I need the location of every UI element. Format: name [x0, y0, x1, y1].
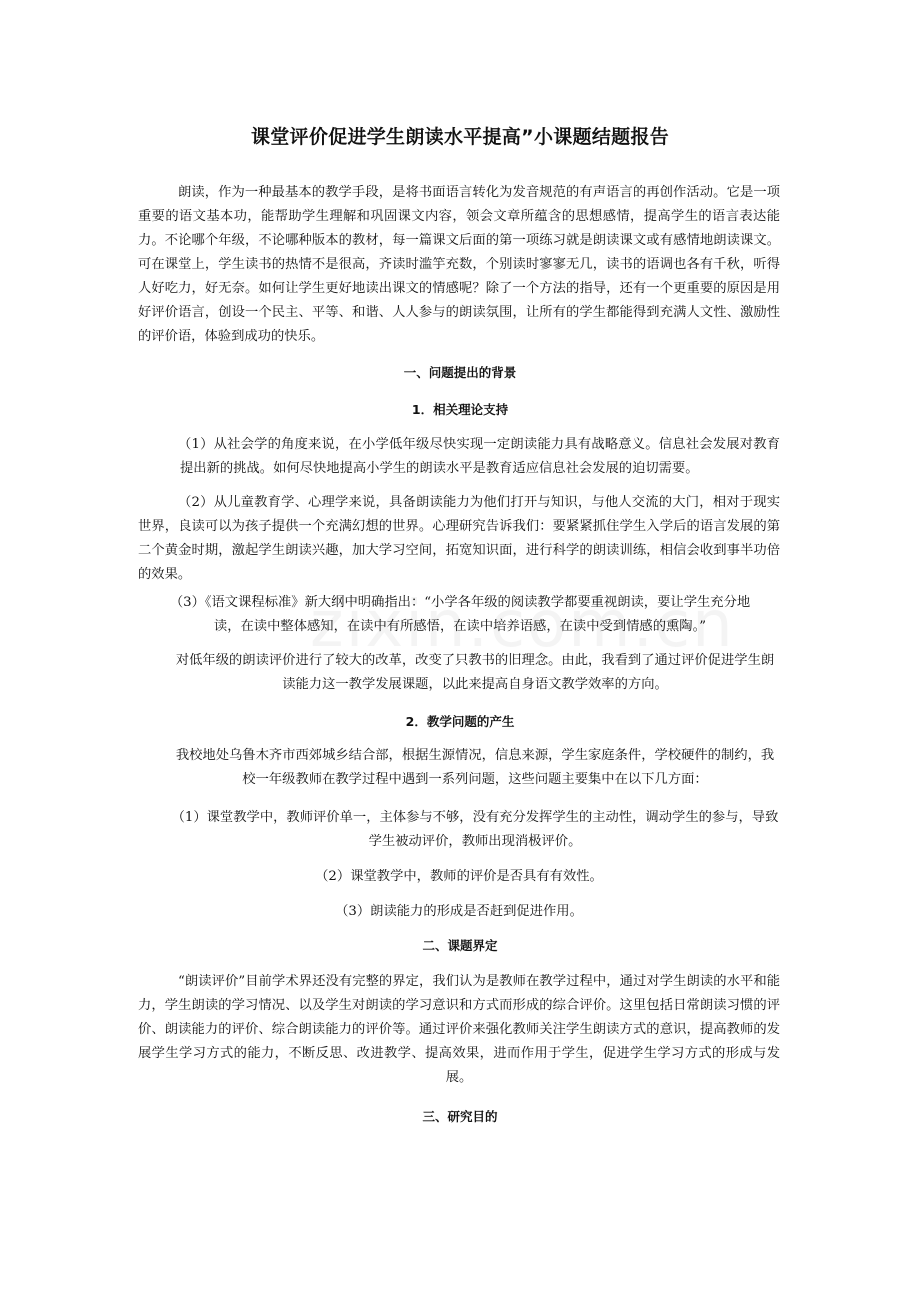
sub2-paragraph-4: （3）朗读能力的形成是否赶到促进作用。 — [335, 904, 583, 919]
sub2-paragraph-3: （2）课堂教学中，教师的评价是否具有有效性。 — [315, 869, 603, 884]
section2-paragraph: “朗读评价”目前学术界还没有完整的界定，我们认为是教师在教学过程中，通过对学生朗读的水平和能力，学生朗读的学习情况、以及学生对朗读的学习意识和方式而形成的综合评价。这里包括日常朗读习惯的评价、朗读能力的评价、综合朗读能力的评价等。通过评价来强化教师关注学生朗读方式的意识，提高教师的发展学生学习方式的能力，不断反思、改进教学、提高效果，进而作用于学生，促进学生学习方式的形成与发展。 — [138, 974, 780, 1085]
section1-sub1-heading: 1．相关理论支持 — [411, 402, 509, 417]
section3-heading: 三、研究目的 — [422, 1109, 498, 1124]
sub1-paragraph-3: （3）《语文课程标准》新大纲中明确指出：“小学各年级的阅读教学都要重视朗读，要让学生充分地读，在读中整体感知，在读中有所感悟，在读中培养语感，在读中受到情感的熏陶。” — [169, 595, 751, 634]
section1-sub2-heading: 2．教学问题的产生 — [405, 714, 515, 729]
sub1-paragraph-2: （2）从儿童教育学、心理学来说，具备朗读能力为他们打开与知识，与他人交流的大门，相对于现实世界，良读可以为孩子提供一个充满幻想的世界。心理研究告诉我们：要紧紧抓住学生入学后的语言发展的第二个黄金时期，激起学生朗读兴趣，加大学习空间，拓宽知识面，进行科学的朗读训练，相信会收到事半功倍的效果。 — [138, 495, 780, 582]
section1-heading: 一、问题提出的背景 — [403, 365, 517, 380]
sub1-paragraph-4: 对低年级的朗读评价进行了较大的改革，改变了只教书的旧理念。由此，我看到了通过评价促进学生朗读能力这一教学发展课题，以此来提高自身语文教学效率的方向。 — [175, 653, 775, 692]
section2-heading: 二、课题界定 — [422, 938, 498, 953]
document-title: 课堂评价促进学生朗读水平提高”小课题结题报告 — [250, 126, 670, 148]
sub1-paragraph-1: （1）从社会学的角度来说，在小学低年级尽快实现一定朗读能力具有战略意义。信息社会发展对教育提出新的挑战。如何尽快地提高小学生的朗读水平是教育适应信息社会发展的迫切需要。 — [178, 437, 780, 476]
sub2-paragraph-1: 我校地处乌鲁木齐市西郊城乡结合部，根据生源情况，信息来源，学生家庭条件，学校硬件的制约，我校一年级教师在教学过程中遇到一系列问题，这些问题主要集中在以下几方面： — [175, 748, 775, 787]
intro-paragraph: 朗读，作为一种最基本的教学手段，是将书面语言转化为发音规范的有声语言的再创作活动。它是一项重要的语文基本功，能帮助学生理解和巩固课文内容，领会文章所蕴含的思想感情，提高学生的语言表达能力。不论哪个年级，不论哪种版本的教材，每一篇课文后面的第一项练习就是朗读课文或有感情地朗读课文。可在课堂上，学生读书的热情不是很高，齐读时滥竽充数，个别读时寥寥无几，读书的语调也各有千秋，听得人好吃力，好无奈。如何让学生更好地读出课文的情感呢？除了一个方法的指导，还有一个更重要的原因是用好评价语言，创设一个民主、平等、和谐、人人参与的朗读氛围，让所有的学生都能得到充满人文性、激励性的评价语，体验到成功的快乐。 — [138, 185, 780, 344]
sub2-paragraph-2: （1）课堂教学中，教师评价单一，主体参与不够，没有充分发挥学生的主动性，调动学生的参与，导致学生被动评价，教师出现消极评价。 — [171, 810, 779, 849]
